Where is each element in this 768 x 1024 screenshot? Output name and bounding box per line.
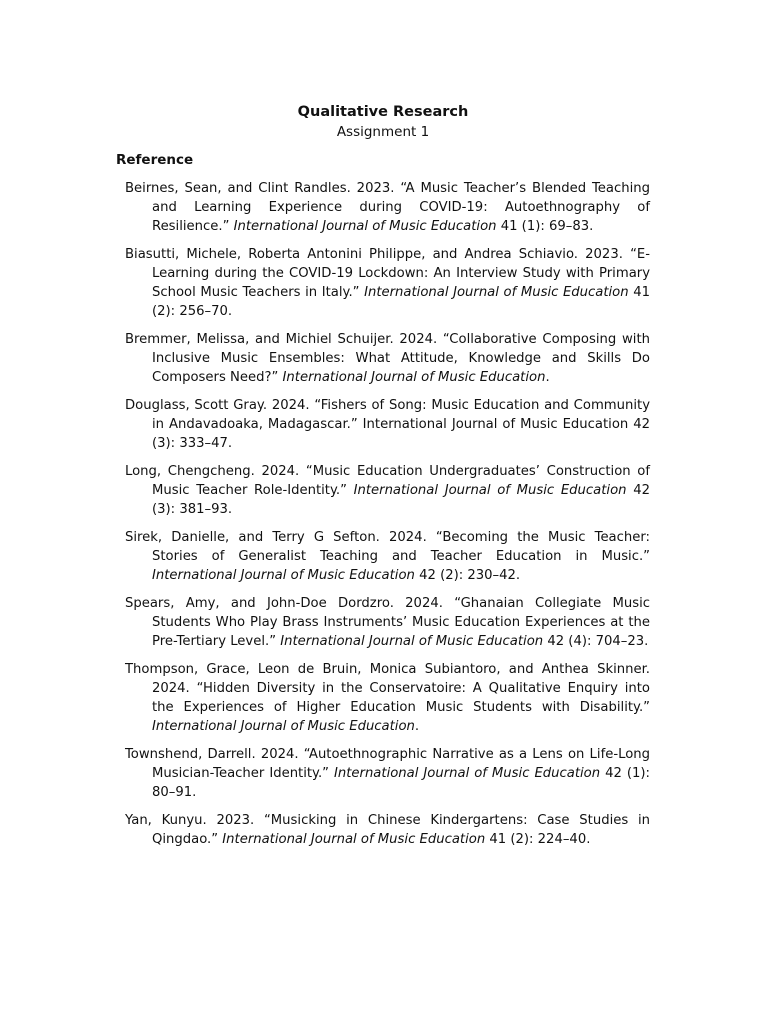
reference-text: Thompson, Grace, Leon de Bruin, Monica Subiantoro, and Anthea Skinner. 2024. “Hidden Diversity in the Conservatoire: A Qualitative Enquiry into the Experiences of Higher Education Music Students with Disability.” xyxy=(125,662,650,715)
journal-title: International Journal of Music Education xyxy=(222,832,486,847)
document-subtitle: Assignment 1 xyxy=(336,124,430,140)
reference-details: 42 (2): 230–42. xyxy=(414,568,521,583)
journal-title: International Journal of Music Education xyxy=(233,219,497,234)
reference-entry xyxy=(125,179,650,236)
reference-entry xyxy=(125,594,650,651)
reference-text: Douglass, Scott Gray. 2024. “Fishers of Song: Music Education and Community in Andavadoaka, Madagascar.” International Journal of Music Education 42 (3): 333–47. xyxy=(125,398,650,451)
reference-details: 41 (2): 256–70. xyxy=(152,285,650,319)
reference-details: 41 (2): 224–40. xyxy=(485,832,591,847)
reference-entry xyxy=(125,745,650,802)
reference-entry xyxy=(125,528,650,585)
reference-details: . xyxy=(414,719,420,734)
journal-title: International Journal of Music Education xyxy=(282,370,546,385)
reference-entry xyxy=(125,245,650,321)
reference-text: Long, Chengcheng. 2024. “Music Education Undergraduates’ Construction of Music Teacher Role-Identity.” xyxy=(125,464,650,498)
reference-text: Bremmer, Melissa, and Michiel Schuijer. 2024. “Collaborative Composing with Inclusive Music Ensembles: What Attitude, Knowledge and Skills Do Composers Need?” xyxy=(125,332,650,385)
reference-details: 42 (3): 381–93. xyxy=(152,483,650,517)
reference-text: Sirek, Danielle, and Terry G Sefton. 2024. “Becoming the Music Teacher: Stories of Generalist Teaching and Teacher Education in Music.” xyxy=(125,530,650,564)
reference-text: Yan, Kunyu. 2023. “Musicking in Chinese Kindergartens: Case Studies in Qingdao.” xyxy=(125,813,650,847)
reference-text: Biasutti, Michele, Roberta Antonini Philippe, and Andrea Schiavio. 2023. “E-Learning during the COVID-19 Lockdown: An Interview Study with Primary School Music Teachers in Italy.” xyxy=(125,247,650,300)
journal-title: International Journal of Music Education xyxy=(364,285,629,300)
reference-text: Beirnes, Sean, and Clint Randles. 2023. “A Music Teacher’s Blended Teaching and Learning Experience during COVID-19: Autoethnography of Resilience.” xyxy=(125,181,650,234)
journal-title: International Journal of Music Education xyxy=(152,719,415,734)
reference-entry xyxy=(125,660,650,736)
reference-entry xyxy=(125,330,650,387)
reference-details: 42 (1): 80–91. xyxy=(152,766,650,800)
reference-details: . xyxy=(545,370,550,385)
reference-heading: Reference xyxy=(116,152,194,168)
journal-title: International Journal of Music Education xyxy=(353,483,627,498)
reference-text: Spears, Amy, and John-Doe Dordzro. 2024. “Ghanaian Collegiate Music Students Who Play Brass Instruments’ Music Education Experiences at the Pre-Tertiary Level.” xyxy=(125,596,650,649)
document-title: Qualitative Research xyxy=(297,104,469,120)
reference-entry xyxy=(125,396,650,453)
reference-entry xyxy=(125,811,650,849)
reference-list xyxy=(125,179,650,858)
reference-details: 42 (4): 704–23. xyxy=(543,634,649,649)
reference-details: 41 (1): 69–83. xyxy=(496,219,594,234)
journal-title: International Journal of Music Education xyxy=(280,634,544,649)
journal-title: International Journal of Music Education xyxy=(152,568,415,583)
reference-entry xyxy=(125,462,650,519)
journal-title: International Journal of Music Education xyxy=(334,766,601,781)
reference-text: Townshend, Darrell. 2024. “Autoethnographic Narrative as a Lens on Life-Long Musician-Teacher Identity.” xyxy=(125,747,650,781)
